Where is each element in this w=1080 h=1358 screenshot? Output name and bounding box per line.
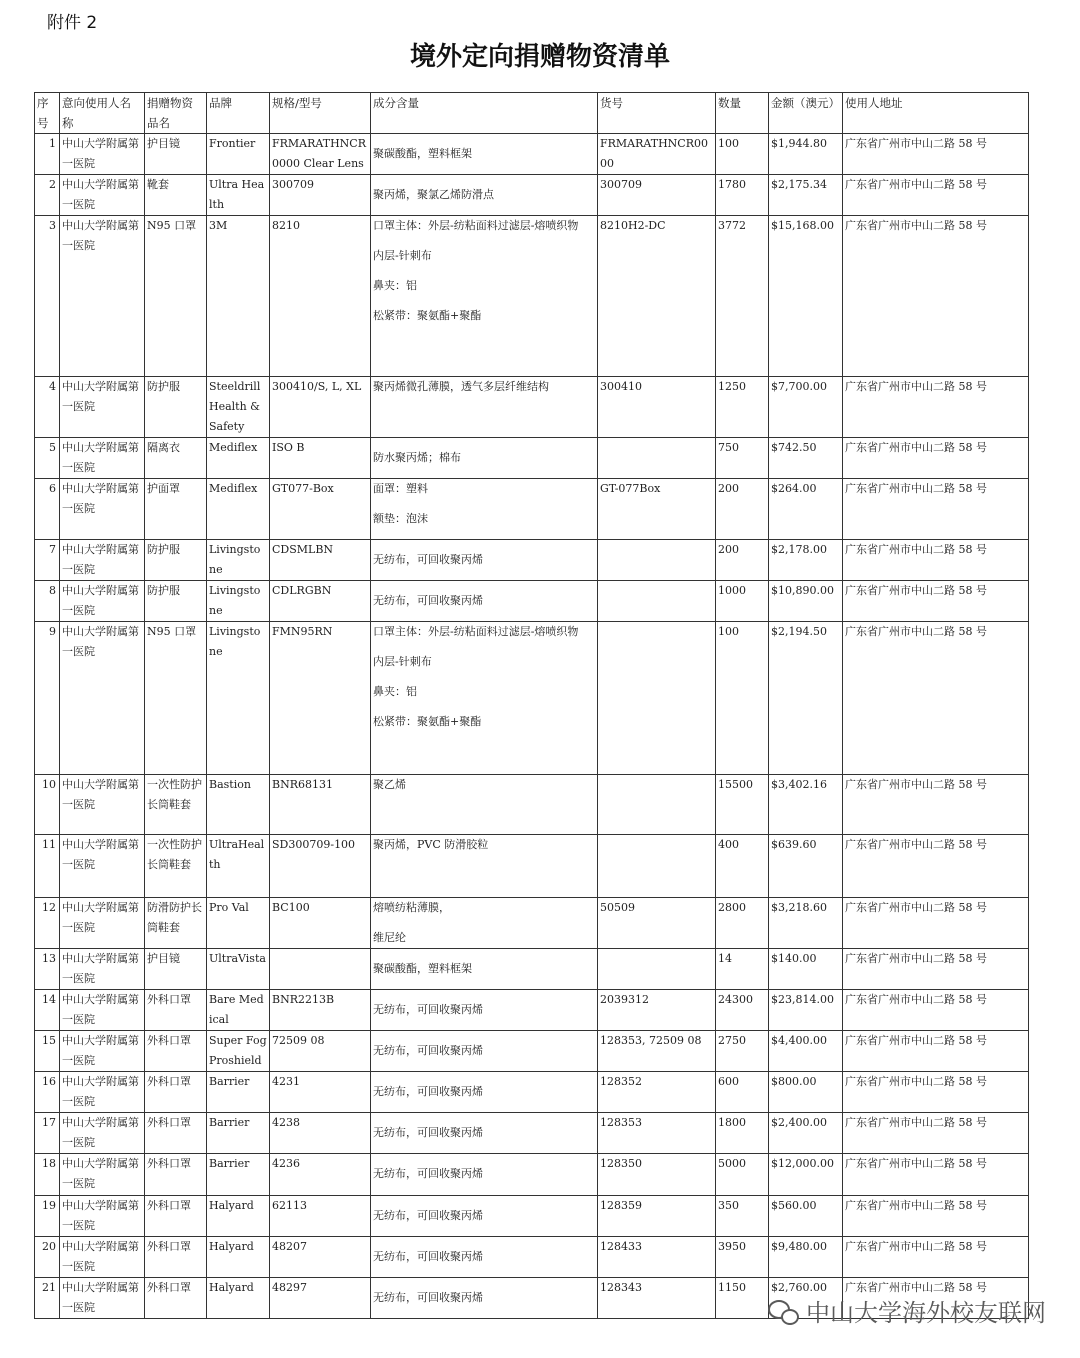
cell-brand: 3M (207, 216, 270, 377)
cell-sku: 50509 (598, 898, 716, 949)
cell-qty: 14 (716, 949, 769, 990)
cell-no: 20 (35, 1237, 60, 1278)
cell-qty: 24300 (716, 990, 769, 1031)
cell-user: 中山大学附属第一医院 (60, 1237, 145, 1278)
cell-qty: 1000 (716, 581, 769, 622)
cell-user: 中山大学附属第一医院 (60, 175, 145, 216)
cell-brand: Halyard (207, 1196, 270, 1237)
page-title: 境外定向捐赠物资清单 (409, 42, 670, 72)
cell-sku: 128350 (598, 1154, 716, 1196)
cell-spec: 4236 (270, 1154, 371, 1196)
cell-spec: 48297 (270, 1278, 371, 1319)
cell-address: 广东省广州市中山二路 58 号 (843, 1113, 1029, 1154)
cell-brand: Barrier (207, 1154, 270, 1196)
table-row (35, 377, 1029, 438)
cell-item: 外科口罩 (145, 1072, 207, 1113)
cell-brand: Livingstone (207, 622, 270, 775)
cell-address: 广东省广州市中山二路 58 号 (843, 775, 1029, 835)
cell-sku: 8210H2-DC (598, 216, 716, 377)
cell-spec: CDLRGBN (270, 581, 371, 622)
cell-no: 6 (35, 479, 60, 540)
table-row (35, 1113, 1029, 1154)
cell-user: 中山大学附属第一医院 (60, 540, 145, 581)
cell-sku (598, 775, 716, 835)
cell-amount: $140.00 (769, 949, 843, 990)
cell-qty: 5000 (716, 1154, 769, 1196)
cell-spec: GT077-Box (270, 479, 371, 540)
cell-sku: 2039312 (598, 990, 716, 1031)
cell-brand: Frontier (207, 134, 270, 175)
cell-address: 广东省广州市中山二路 58 号 (843, 1237, 1029, 1278)
cell-item: 防护服 (145, 581, 207, 622)
table-row (35, 134, 1029, 175)
cell-amount: $10,890.00 (769, 581, 843, 622)
composition-line: 无纺布，可回收聚丙烯 (373, 1291, 483, 1304)
composition-line: 聚丙烯微孔薄膜，透气多层纤维结构 (373, 380, 549, 393)
cell-no: 9 (35, 622, 60, 775)
cell-item: 一次性防护长筒鞋套 (145, 775, 207, 835)
composition-line: 面罩：塑料 (373, 482, 428, 495)
cell-composition (371, 622, 598, 775)
cell-amount: $2,175.34 (769, 175, 843, 216)
table-row (35, 775, 1029, 835)
composition-line: 额垫：泡沫 (373, 512, 428, 525)
cell-qty: 1150 (716, 1278, 769, 1319)
cell-user: 中山大学附属第一医院 (60, 622, 145, 775)
cell-spec: CDSMLBN (270, 540, 371, 581)
cell-composition (371, 1072, 598, 1113)
col-header-address: 使用人地址 (843, 93, 1029, 134)
cell-qty: 2800 (716, 898, 769, 949)
table-row (35, 581, 1029, 622)
cell-user: 中山大学附属第一医院 (60, 1113, 145, 1154)
cell-spec: BNR2213B (270, 990, 371, 1031)
cell-amount: $2,400.00 (769, 1113, 843, 1154)
cell-amount: $264.00 (769, 479, 843, 540)
cell-brand: Mediflex (207, 438, 270, 479)
cell-qty: 350 (716, 1196, 769, 1237)
cell-composition (371, 835, 598, 898)
cell-no: 15 (35, 1031, 60, 1072)
composition-line: 聚丙烯，聚氯乙烯防滑点 (373, 188, 494, 201)
cell-qty: 100 (716, 134, 769, 175)
cell-address: 广东省广州市中山二路 58 号 (843, 134, 1029, 175)
cell-amount: $3,218.60 (769, 898, 843, 949)
cell-amount: $7,700.00 (769, 377, 843, 438)
cell-address: 广东省广州市中山二路 58 号 (843, 377, 1029, 438)
cell-brand: Halyard (207, 1278, 270, 1319)
composition-line: 维尼纶 (373, 931, 406, 944)
cell-amount: $4,400.00 (769, 1031, 843, 1072)
cell-address: 广东省广州市中山二路 58 号 (843, 1031, 1029, 1072)
cell-address: 广东省广州市中山二路 58 号 (843, 898, 1029, 949)
cell-address: 广东省广州市中山二路 58 号 (843, 1196, 1029, 1237)
cell-spec: FMN95RN (270, 622, 371, 775)
cell-amount: $15,168.00 (769, 216, 843, 377)
composition-line: 聚碳酸酯，塑料框架 (373, 962, 472, 975)
cell-amount: $560.00 (769, 1196, 843, 1237)
cell-sku (598, 622, 716, 775)
cell-brand: Pro Val (207, 898, 270, 949)
table-row (35, 1072, 1029, 1113)
cell-user: 中山大学附属第一医院 (60, 1278, 145, 1319)
composition-line: 防水聚丙烯；棉布 (373, 451, 461, 464)
cell-address: 广东省广州市中山二路 58 号 (843, 479, 1029, 540)
cell-user: 中山大学附属第一医院 (60, 775, 145, 835)
cell-spec: FRMARATHNCR0000 Clear Lens (270, 134, 371, 175)
cell-item: 护目镜 (145, 134, 207, 175)
composition-line: 鼻夹：铝 (373, 685, 417, 698)
cell-brand: UltraVista (207, 949, 270, 990)
cell-composition (371, 1237, 598, 1278)
table-row (35, 1237, 1029, 1278)
cell-user: 中山大学附属第一医院 (60, 377, 145, 438)
cell-composition (371, 134, 598, 175)
cell-item: 防滑防护长筒鞋套 (145, 898, 207, 949)
cell-spec: 72509 08 (270, 1031, 371, 1072)
cell-composition (371, 949, 598, 990)
cell-item: N95 口罩 (145, 216, 207, 377)
composition-line: 内层-针刺布 (373, 655, 432, 668)
cell-item: 防护服 (145, 540, 207, 581)
cell-spec: 48207 (270, 1237, 371, 1278)
cell-item: 外科口罩 (145, 1237, 207, 1278)
cell-amount: $639.60 (769, 835, 843, 898)
composition-line: 聚乙烯 (373, 778, 406, 791)
cell-amount: $3,402.16 (769, 775, 843, 835)
cell-composition (371, 1278, 598, 1319)
cell-item: 外科口罩 (145, 1113, 207, 1154)
cell-no: 16 (35, 1072, 60, 1113)
cell-no: 21 (35, 1278, 60, 1319)
cell-user: 中山大学附属第一医院 (60, 1031, 145, 1072)
cell-composition (371, 377, 598, 438)
cell-composition (371, 175, 598, 216)
cell-no: 4 (35, 377, 60, 438)
cell-spec: 300410/S, L, XL (270, 377, 371, 438)
table-row (35, 175, 1029, 216)
cell-qty: 1780 (716, 175, 769, 216)
cell-brand: Bare Medical (207, 990, 270, 1031)
cell-sku: GT-077Box (598, 479, 716, 540)
watermark-text: 中山大学海外校友联网 (806, 1299, 1046, 1327)
cell-brand: Livingstone (207, 581, 270, 622)
table-header-row (35, 93, 1029, 134)
cell-address: 广东省广州市中山二路 58 号 (843, 438, 1029, 479)
composition-line: 无纺布，可回收聚丙烯 (373, 1003, 483, 1016)
cell-address: 广东省广州市中山二路 58 号 (843, 1154, 1029, 1196)
cell-item: 隔离衣 (145, 438, 207, 479)
cell-item: 外科口罩 (145, 990, 207, 1031)
table-row (35, 1196, 1029, 1237)
watermark (768, 1293, 1046, 1328)
cell-brand: Livingstone (207, 540, 270, 581)
col-header-amount: 金额（澳元） (769, 93, 843, 134)
cell-amount: $800.00 (769, 1072, 843, 1113)
cell-composition (371, 581, 598, 622)
cell-no: 5 (35, 438, 60, 479)
cell-spec: 8210 (270, 216, 371, 377)
table-row (35, 216, 1029, 377)
table-row (35, 479, 1029, 540)
cell-item: 一次性防护长筒鞋套 (145, 835, 207, 898)
cell-amount: $12,000.00 (769, 1154, 843, 1196)
composition-line: 熔喷纺粘薄膜， (373, 901, 450, 914)
cell-composition (371, 540, 598, 581)
cell-item: 护面罩 (145, 479, 207, 540)
cell-no: 13 (35, 949, 60, 990)
composition-line: 内层-针刺布 (373, 249, 432, 262)
cell-composition (371, 216, 598, 377)
cell-item: 外科口罩 (145, 1278, 207, 1319)
cell-brand: Barrier (207, 1113, 270, 1154)
cell-item: 护目镜 (145, 949, 207, 990)
table-row (35, 540, 1029, 581)
donation-table (34, 92, 1029, 1319)
composition-line: 松紧带：聚氨酯+聚酯 (373, 309, 482, 322)
cell-no: 7 (35, 540, 60, 581)
cell-address: 广东省广州市中山二路 58 号 (843, 1072, 1029, 1113)
cell-amount: $9,480.00 (769, 1237, 843, 1278)
cell-qty: 1800 (716, 1113, 769, 1154)
cell-qty: 2750 (716, 1031, 769, 1072)
cell-no: 19 (35, 1196, 60, 1237)
cell-composition (371, 1113, 598, 1154)
cell-no: 17 (35, 1113, 60, 1154)
cell-address: 广东省广州市中山二路 58 号 (843, 540, 1029, 581)
cell-no: 12 (35, 898, 60, 949)
cell-composition (371, 898, 598, 949)
cell-address: 广东省广州市中山二路 58 号 (843, 835, 1029, 898)
cell-no: 1 (35, 134, 60, 175)
composition-line: 聚丙烯，PVC 防滑胶粒 (373, 838, 489, 851)
cell-sku: 300709 (598, 175, 716, 216)
cell-user: 中山大学附属第一医院 (60, 479, 145, 540)
composition-line: 无纺布，可回收聚丙烯 (373, 1167, 483, 1180)
cell-spec: 4231 (270, 1072, 371, 1113)
cell-qty: 200 (716, 540, 769, 581)
cell-item: 靴套 (145, 175, 207, 216)
cell-sku: 128343 (598, 1278, 716, 1319)
col-header-composition: 成分含量 (371, 93, 598, 134)
wechat-icon (768, 1298, 798, 1324)
cell-sku: 128353, 72509 08 (598, 1031, 716, 1072)
cell-sku (598, 581, 716, 622)
cell-qty: 1250 (716, 377, 769, 438)
cell-sku (598, 835, 716, 898)
cell-spec: ISO B (270, 438, 371, 479)
composition-line: 松紧带：聚氨酯+聚酯 (373, 715, 482, 728)
cell-user: 中山大学附属第一医院 (60, 216, 145, 377)
cell-user: 中山大学附属第一医院 (60, 1154, 145, 1196)
cell-user: 中山大学附属第一医院 (60, 1072, 145, 1113)
table-row (35, 990, 1029, 1031)
col-header-item: 捐赠物资品名 (145, 93, 207, 134)
table-body (35, 134, 1029, 1319)
cell-no: 3 (35, 216, 60, 377)
cell-no: 18 (35, 1154, 60, 1196)
cell-brand: Barrier (207, 1072, 270, 1113)
composition-line: 无纺布，可回收聚丙烯 (373, 594, 483, 607)
col-header-spec: 规格/型号 (270, 93, 371, 134)
cell-spec: SD300709-100 (270, 835, 371, 898)
cell-user: 中山大学附属第一医院 (60, 898, 145, 949)
cell-brand: Super Fog Proshield (207, 1031, 270, 1072)
cell-composition (371, 990, 598, 1031)
cell-qty: 100 (716, 622, 769, 775)
cell-address: 广东省广州市中山二路 58 号 (843, 622, 1029, 775)
cell-brand: Halyard (207, 1237, 270, 1278)
cell-sku: 128353 (598, 1113, 716, 1154)
table-row (35, 1154, 1029, 1196)
composition-line: 无纺布，可回收聚丙烯 (373, 1085, 483, 1098)
cell-spec: BNR68131 (270, 775, 371, 835)
table-row (35, 438, 1029, 479)
cell-item: 外科口罩 (145, 1196, 207, 1237)
table-row (35, 622, 1029, 775)
cell-sku: 128433 (598, 1237, 716, 1278)
cell-item: 外科口罩 (145, 1154, 207, 1196)
cell-sku (598, 540, 716, 581)
cell-spec: 300709 (270, 175, 371, 216)
cell-user: 中山大学附属第一医院 (60, 581, 145, 622)
cell-user: 中山大学附属第一医院 (60, 1196, 145, 1237)
cell-no: 8 (35, 581, 60, 622)
cell-brand: UltraHealth (207, 835, 270, 898)
col-header-qty: 数量 (716, 93, 769, 134)
cell-sku (598, 949, 716, 990)
attachment-label: 附件 2 (47, 13, 98, 33)
composition-line: 无纺布，可回收聚丙烯 (373, 1126, 483, 1139)
cell-amount: $2,760.00 (769, 1278, 843, 1319)
cell-address: 广东省广州市中山二路 58 号 (843, 175, 1029, 216)
cell-composition (371, 775, 598, 835)
cell-composition (371, 1196, 598, 1237)
cell-user: 中山大学附属第一医院 (60, 949, 145, 990)
cell-amount: $1,944.80 (769, 134, 843, 175)
cell-amount: $742.50 (769, 438, 843, 479)
cell-spec: 62113 (270, 1196, 371, 1237)
table-row (35, 835, 1029, 898)
cell-user: 中山大学附属第一医院 (60, 438, 145, 479)
cell-no: 11 (35, 835, 60, 898)
composition-line: 口罩主体：外层-纺粘面料过滤层-熔喷织物 (373, 219, 579, 232)
cell-brand: Steeldrill Health & Safety (207, 377, 270, 438)
cell-address: 广东省广州市中山二路 58 号 (843, 216, 1029, 377)
cell-no: 10 (35, 775, 60, 835)
cell-user: 中山大学附属第一医院 (60, 134, 145, 175)
cell-user: 中山大学附属第一医院 (60, 990, 145, 1031)
cell-qty: 15500 (716, 775, 769, 835)
composition-line: 聚碳酸酯，塑料框架 (373, 147, 472, 160)
composition-line: 无纺布，可回收聚丙烯 (373, 1250, 483, 1263)
table-row (35, 898, 1029, 949)
cell-spec (270, 949, 371, 990)
table-row (35, 949, 1029, 990)
cell-qty: 400 (716, 835, 769, 898)
cell-amount: $2,178.00 (769, 540, 843, 581)
cell-sku: FRMARATHNCR0000 (598, 134, 716, 175)
cell-brand: Mediflex (207, 479, 270, 540)
cell-item: 外科口罩 (145, 1031, 207, 1072)
cell-sku (598, 438, 716, 479)
cell-item: 防护服 (145, 377, 207, 438)
cell-composition (371, 438, 598, 479)
composition-line: 无纺布，可回收聚丙烯 (373, 1044, 483, 1057)
cell-spec: BC100 (270, 898, 371, 949)
cell-composition (371, 1154, 598, 1196)
cell-brand: Ultra Health (207, 175, 270, 216)
table-row (35, 1031, 1029, 1072)
col-header-user: 意向使用人名称 (60, 93, 145, 134)
cell-address: 广东省广州市中山二路 58 号 (843, 990, 1029, 1031)
cell-address: 广东省广州市中山二路 58 号 (843, 1278, 1029, 1319)
col-header-sku: 货号 (598, 93, 716, 134)
cell-sku: 300410 (598, 377, 716, 438)
cell-amount: $2,194.50 (769, 622, 843, 775)
cell-qty: 3772 (716, 216, 769, 377)
cell-no: 2 (35, 175, 60, 216)
cell-brand: Bastion (207, 775, 270, 835)
cell-sku: 128352 (598, 1072, 716, 1113)
cell-user: 中山大学附属第一医院 (60, 835, 145, 898)
cell-item: N95 口罩 (145, 622, 207, 775)
cell-composition (371, 1031, 598, 1072)
cell-qty: 600 (716, 1072, 769, 1113)
cell-amount: $23,814.00 (769, 990, 843, 1031)
composition-line: 口罩主体：外层-纺粘面料过滤层-熔喷织物 (373, 625, 579, 638)
composition-line: 鼻夹：铝 (373, 279, 417, 292)
cell-spec: 4238 (270, 1113, 371, 1154)
cell-no: 14 (35, 990, 60, 1031)
cell-sku: 128359 (598, 1196, 716, 1237)
composition-line: 无纺布，可回收聚丙烯 (373, 1209, 483, 1222)
col-header-no: 序号 (35, 93, 60, 134)
composition-line: 无纺布，可回收聚丙烯 (373, 553, 483, 566)
cell-qty: 750 (716, 438, 769, 479)
cell-qty: 3950 (716, 1237, 769, 1278)
col-header-brand: 品牌 (207, 93, 270, 134)
cell-qty: 200 (716, 479, 769, 540)
cell-composition (371, 479, 598, 540)
cell-address: 广东省广州市中山二路 58 号 (843, 581, 1029, 622)
cell-address: 广东省广州市中山二路 58 号 (843, 949, 1029, 990)
